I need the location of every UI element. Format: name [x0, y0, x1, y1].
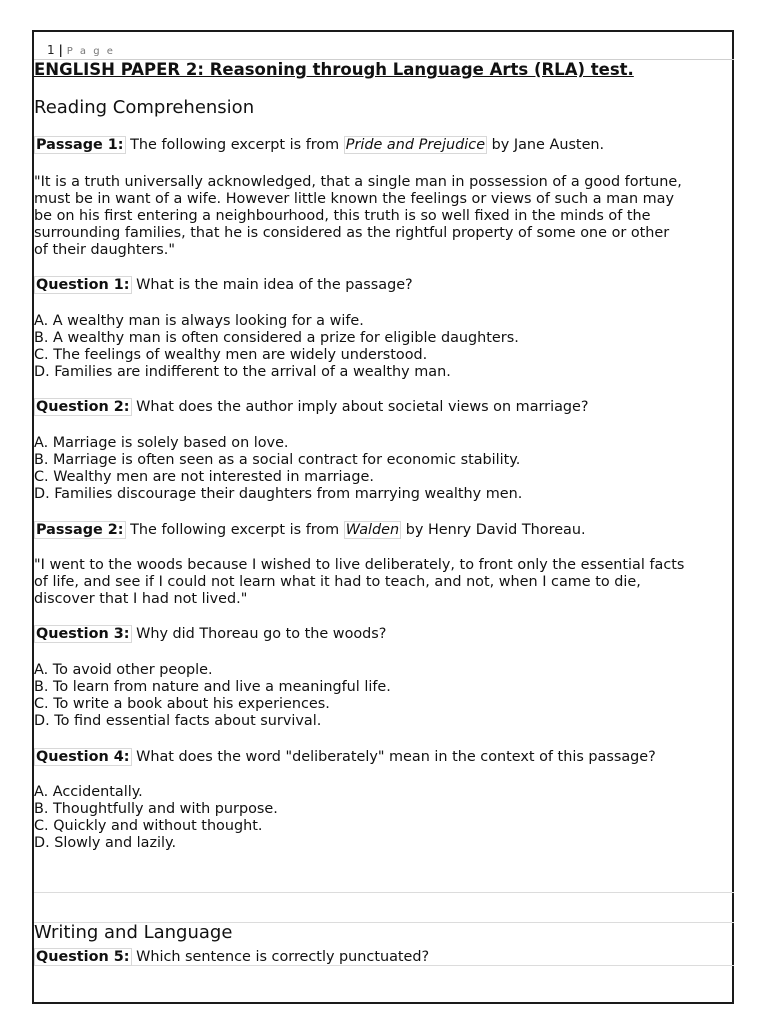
quote-line: discover that I had not lived." — [34, 591, 248, 607]
section-heading-reading: Reading Comprehension — [34, 97, 255, 118]
answer-option: D. To find essential facts about survival. — [34, 713, 322, 729]
page-number-separator: | — [58, 43, 63, 57]
answer-option: A. A wealthy man is always looking for a wife. — [34, 313, 364, 329]
quote-line: be on his first entering a neighbourhood, this truth is so well fixed in the minds of the — [34, 208, 651, 224]
answer-option: A. Accidentally. — [34, 784, 143, 800]
answer-option: B. A wealthy man is often considered a prize for eligible daughters. — [34, 330, 519, 346]
passage-1-quote — [34, 174, 734, 259]
passage-1-intro — [34, 137, 734, 154]
passage-2-author: by Henry David Thoreau. — [401, 522, 586, 538]
answer-option: D. Families are indifferent to the arrival of a wealthy man. — [34, 364, 451, 380]
question-4-options — [34, 784, 278, 852]
question-2 — [34, 399, 734, 416]
question-1 — [34, 277, 734, 294]
quote-line: "I went to the woods because I wished to live deliberately, to front only the essential facts — [34, 557, 685, 573]
passage-2-intro-text: The following excerpt is from — [125, 522, 344, 538]
question-3-options — [34, 662, 391, 730]
question-2-label: Question 2: — [36, 399, 130, 415]
answer-option: A. To avoid other people. — [34, 662, 213, 678]
answer-option: C. The feelings of wealthy men are widely understood. — [34, 347, 428, 363]
question-4 — [34, 749, 734, 766]
question-4-text: What does the word "deliberately" mean in the context of this passage? — [131, 749, 656, 765]
question-2-options — [34, 435, 522, 503]
quote-line: "It is a truth universally acknowledged, that a single man in possession of a good fortune, — [34, 174, 682, 190]
section-divider — [34, 892, 734, 893]
passage-1-label: Passage 1: — [36, 137, 124, 153]
passage-1-work-title: Pride and Prejudice — [345, 137, 486, 153]
answer-option: D. Families discourage their daughters from marrying wealthy men. — [34, 486, 523, 502]
question-1-label: Question 1: — [36, 277, 130, 293]
question-5-label: Question 5: — [36, 949, 130, 965]
answer-option: B. To learn from nature and live a meaningful life. — [34, 679, 391, 695]
quote-line: of their daughters." — [34, 242, 175, 258]
question-2-text: What does the author imply about societal views on marriage? — [131, 399, 589, 415]
answer-option: B. Thoughtfully and with purpose. — [34, 801, 278, 817]
passage-1-intro-text: The following excerpt is from — [125, 137, 344, 153]
passage-2-intro — [34, 522, 734, 539]
page-number-value: 1 — [47, 43, 55, 57]
answer-option: D. Slowly and lazily. — [34, 835, 177, 851]
question-3 — [34, 626, 734, 643]
answer-option: A. Marriage is solely based on love. — [34, 435, 289, 451]
section-heading-writing: Writing and Language — [34, 922, 233, 943]
question-5 — [34, 949, 734, 966]
answer-option: C. Wealthy men are not interested in marriage. — [34, 469, 374, 485]
passage-2-label: Passage 2: — [36, 522, 124, 538]
question-1-text: What is the main idea of the passage? — [131, 277, 413, 293]
quote-line: surrounding families, that he is considered as the rightful property of some one or other — [34, 225, 670, 241]
answer-option: C. To write a book about his experiences. — [34, 696, 330, 712]
passage-1-author: by Jane Austen. — [487, 137, 605, 153]
page-label: P a g e — [66, 46, 115, 57]
document-title: ENGLISH PAPER 2: Reasoning through Language Arts (RLA) test. — [34, 60, 634, 79]
passage-2-quote — [34, 557, 734, 608]
question-3-label: Question 3: — [36, 626, 130, 642]
answer-option: C. Quickly and without thought. — [34, 818, 263, 834]
question-1-options — [34, 313, 519, 381]
answer-option: B. Marriage is often seen as a social contract for economic stability. — [34, 452, 521, 468]
question-5-text: Which sentence is correctly punctuated? — [131, 949, 430, 965]
question-3-text: Why did Thoreau go to the woods? — [131, 626, 387, 642]
quote-line: must be in want of a wife. However little known the feelings or views of such a man may — [34, 191, 674, 207]
quote-line: of life, and see if I could not learn what it had to teach, and not, when I came to die, — [34, 574, 641, 590]
page-number — [47, 43, 115, 57]
question-4-label: Question 4: — [36, 749, 130, 765]
passage-2-work-title: Walden — [345, 522, 400, 538]
